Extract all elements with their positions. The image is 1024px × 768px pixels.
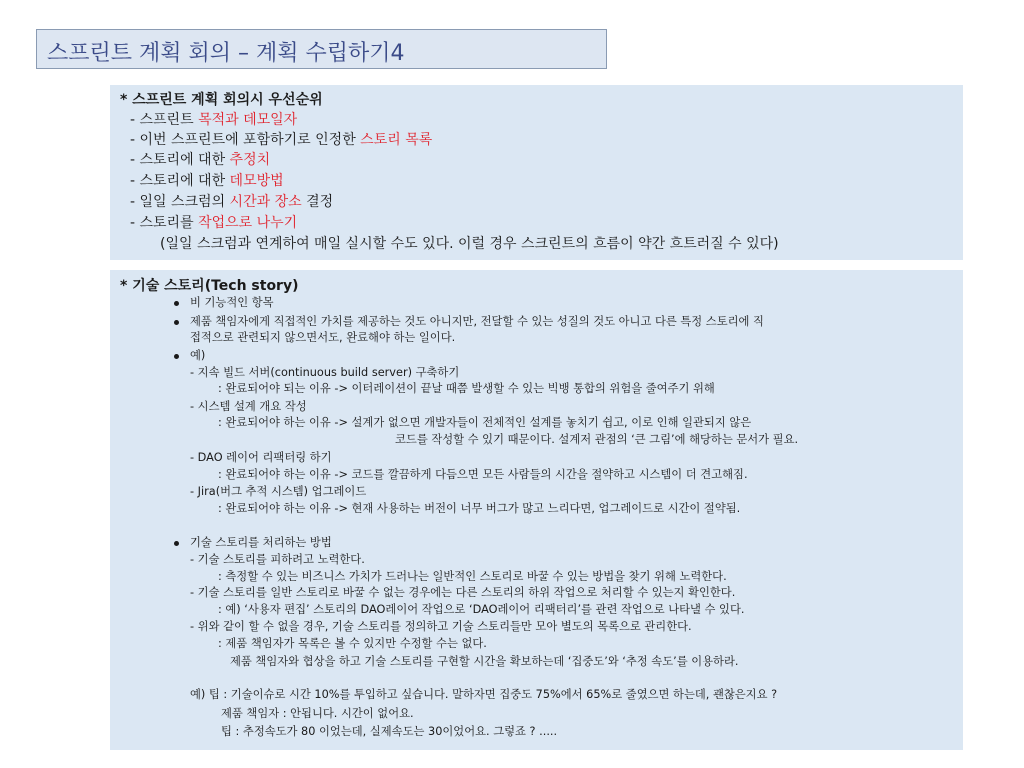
- example-dao-refactor-reason: : 완료되어야 하는 이유 -> 코드를 깔끔하게 다듬으면 모든 사람들의 시간을 절약하고 시스템이 더 견고해짐.: [218, 468, 748, 481]
- tech-heading: * 기술 스토리(Tech story): [120, 278, 299, 294]
- example-jira-upgrade-reason: : 완료되어야 하는 이유 -> 현재 사용하는 버전이 너무 버그가 많고 느리다면, 업그레이드로 시간이 절약됨.: [218, 502, 741, 515]
- tech-story-panel: [110, 270, 963, 750]
- tip-line-1: 예) 팁 : 기술이슈로 시간 10%를 투입하고 싶습니다. 말하자면 집중도 75%에서 65%로 줄였으면 하는데, 괜찮은지요 ?: [190, 688, 778, 701]
- tip-line-3: 팁 : 추정속도가 80 이었는데, 실제속도는 30이었어요. 그렇죠 ? .....: [221, 725, 558, 738]
- priority-item-2: [130, 131, 432, 149]
- method-avoid-detail: : 측정할 수 있는 비즈니스 가치가 드러나는 일반적인 스토리로 바꿀 수 있는 방법을 찾기 위해 노력한다.: [218, 570, 727, 583]
- bullet-icon: [174, 541, 179, 546]
- priority-item-3-text: - 스토리에 대한: [130, 152, 230, 168]
- priority-heading: * 스프린트 계획 회의시 우선순위: [120, 92, 323, 108]
- example-jira-upgrade: - Jira(버그 추적 시스템) 업그레이드: [190, 485, 367, 498]
- example-dao-refactor: - DAO 레이어 리팩터링 하기: [190, 451, 332, 464]
- priority-item-2-highlight: 스토리 목록: [360, 132, 433, 148]
- priority-item-1-text: - 스프린트: [130, 112, 199, 128]
- bullet-icon: [174, 301, 179, 306]
- method-subtask: - 기술 스토리를 일반 스토리로 바꿀 수 없는 경우에는 다른 스토리의 하위 작업으로 처리할 수 있는지 확인한다.: [190, 586, 736, 599]
- tech-bullet-definition: 제품 책임자에게 직접적인 가치를 제공하는 것도 아니지만, 전달할 수 있는 성질의 것도 아니고 다른 특정 스토리에 직: [190, 315, 764, 328]
- priority-panel: [110, 85, 963, 260]
- slide-title: 스프린트 계획 회의 – 계획 수립하기4: [47, 41, 405, 66]
- priority-item-4-text: - 스토리에 대한: [130, 173, 230, 189]
- priority-item-5-highlight: 시간과 장소: [229, 194, 302, 210]
- priority-item-5: [130, 193, 333, 211]
- priority-item-5-text: - 일일 스크럼의: [130, 194, 230, 210]
- priority-item-1: [130, 111, 297, 129]
- example-build-server-reason: : 완료되어야 되는 이유 -> 이터레이션이 끝날 때쯤 발생할 수 있는 빅뱅 통합의 위험을 줄여주기 위해: [218, 382, 715, 395]
- priority-item-3-highlight: 추정치: [229, 152, 271, 168]
- priority-item-6-text: - 스토리를: [130, 215, 199, 231]
- priority-note: (일일 스크럼과 연계하여 매일 실시할 수도 있다. 이럴 경우 스크린트의 흐름이 약간 흐트러질 수 있다): [160, 236, 779, 252]
- method-separate-list: - 위와 같이 할 수 없을 경우, 기술 스토리를 정의하고 기술 스토리들만 모아 별도의 목록으로 관리한다.: [190, 620, 692, 633]
- priority-item-4: [130, 172, 284, 190]
- example-system-design-reason: : 완료되어야 하는 이유 -> 설계가 없으면 개발자들이 전체적인 설계를 놓치기 쉽고, 이로 인해 일관되지 않은: [218, 416, 752, 429]
- priority-item-6-highlight: 작업으로 나누기: [198, 215, 298, 231]
- example-system-design-reason-cont: 코드를 작성할 수 있기 때문이다. 설계저 관점의 ‘큰 그림’에 해당하는 문서가 필요.: [395, 433, 799, 446]
- slide-title-box: [36, 29, 607, 69]
- tech-bullet-handling: 기술 스토리를 처리하는 방법: [190, 536, 332, 549]
- tech-bullet-definition-cont: 접적으로 관련되지 않으면서도, 완료해야 하는 일이다.: [190, 331, 456, 344]
- priority-item-5-suffix: 결정: [301, 194, 334, 210]
- priority-item-4-highlight: 데모방법: [229, 173, 284, 189]
- example-system-design: - 시스템 설계 개요 작성: [190, 400, 307, 413]
- example-build-server: - 지속 빌드 서버(continuous build server) 구축하기: [190, 366, 460, 379]
- method-avoid: - 기술 스토리를 피하려고 노력한다.: [190, 553, 365, 566]
- method-separate-list-detail-cont: 제품 책임자와 협상을 하고 기술 스토리를 구현할 시간을 확보하는데 ‘집중도’와 ‘추정 속도’를 이용하라.: [230, 655, 739, 668]
- tech-bullet-nonfunctional: 비 기능적인 항목: [190, 296, 274, 309]
- priority-item-3: [130, 151, 270, 169]
- priority-item-6: [130, 214, 297, 232]
- method-subtask-detail: : 예) ‘사용자 편집’ 스토리의 DAO레이어 작업으로 ‘DAO레이어 리팩터리’를 관련 작업으로 나타낼 수 있다.: [218, 603, 745, 616]
- priority-item-2-text: - 이번 스프린트에 포함하기로 인정한: [130, 132, 361, 148]
- tech-bullet-examples: 예): [190, 349, 206, 362]
- bullet-icon: [174, 320, 179, 325]
- bullet-icon: [174, 354, 179, 359]
- priority-item-1-highlight: 목적과 데모일자: [198, 112, 298, 128]
- tip-line-2: 제품 책임자 : 안됩니다. 시간이 없어요.: [221, 707, 414, 720]
- method-separate-list-detail: : 제품 책임자가 목록은 볼 수 있지만 수정할 수는 없다.: [218, 637, 487, 650]
